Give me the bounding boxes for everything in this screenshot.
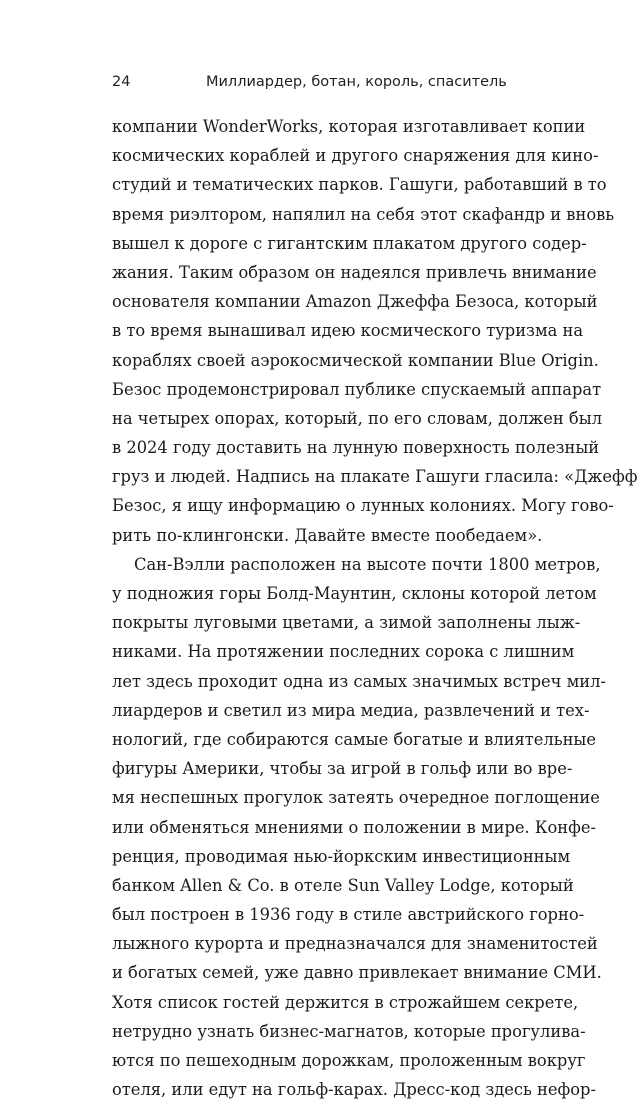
text-line: на четырех опорах, который, по его словам, должен был	[112, 408, 603, 428]
text-line: у подножия горы Болд-Маунтин, склоны которой летом	[112, 584, 597, 603]
text-line: банком Allen & Co. в отеле Sun Valley Lodge, который	[112, 875, 574, 895]
page-number: 24	[112, 74, 131, 90]
text-line: груз и людей. Надпись на плакате Гашуги гласила: «Джефф	[112, 467, 638, 487]
text-line: Безос продемонстрировал публике спускаемый аппарат	[112, 379, 602, 399]
text-line: или обменяться мнениями о положении в мире. Конфе-	[112, 817, 597, 837]
text-line: в 2024 году доставить на лунную поверхность полезный	[112, 438, 600, 458]
text-line: лиардеров и светил из мира медиа, развлечений и тех-	[112, 700, 590, 720]
running-header	[112, 74, 532, 100]
text-line: был построен в 1936 году в стиле австрийского горно-	[112, 905, 585, 925]
text-line: космических кораблей и другого снаряжения для кино-	[112, 146, 599, 166]
text-line: студий и тематических парков. Гашуги, работавший в то	[112, 175, 607, 195]
text-line: отеля, или едут на гольф-карах. Дресс-код здесь нефор-	[112, 1080, 596, 1100]
text-line: кораблях своей аэрокосмической компании Blue Origin.	[112, 350, 599, 370]
text-line: и богатых семей, уже давно привлекает внимание СМИ.	[112, 963, 602, 983]
text-line: ренция, проводимая нью-йоркским инвестиционным	[112, 846, 571, 866]
text-line: фигуры Америки, чтобы за игрой в гольф или во вре-	[112, 759, 573, 779]
text-line: время риэлтором, напялил на себя этот скафандр и вновь	[112, 204, 615, 224]
text-line: никами. На протяжении последних сорока с лишним	[112, 642, 575, 662]
text-line: Сан-Вэлли расположен на высоте почти 1800 метров,	[134, 554, 601, 574]
text-line: покрыты луговыми цветами, а зимой заполнены лыж-	[112, 613, 581, 633]
text-line: основателя компании Amazon Джеффа Безоса, который	[112, 292, 598, 312]
text-line: лыжного курорта и предназначался для знаменитостей	[112, 934, 598, 954]
text-line: рить по-клингонски. Давайте вместе пообедаем».	[112, 525, 543, 545]
text-line: мя неспешных прогулок затеять очередное поглощение	[112, 788, 600, 808]
text-line: лет здесь проходит одна из самых значимых встреч мил-	[112, 671, 606, 691]
text-line: ются по пешеходным дорожкам, проложенным вокруг	[112, 1051, 586, 1070]
text-line: в то время вынашивал идею космического туризма на	[112, 321, 584, 341]
text-line: нологий, где собираются самые богатые и влиятельные	[112, 729, 597, 749]
running-title: Миллиардер, ботан, король, спаситель	[206, 74, 507, 90]
text-line: жания. Таким образом он надеялся привлечь внимание	[112, 262, 597, 282]
text-line: вышел к дороге с гигантским плакатом другого содер-	[112, 233, 587, 253]
text-line: Безос, я ищу информацию о лунных колониях. Могу гово-	[112, 496, 614, 516]
text-line: Хотя список гостей держится в строжайшем секрете,	[112, 992, 579, 1012]
text-line: нетрудно узнать бизнес-магнатов, которые прогулива-	[112, 1021, 586, 1041]
text-line: компании WonderWorks, которая изготавливает копии	[112, 117, 586, 136]
body-text	[112, 112, 638, 1104]
